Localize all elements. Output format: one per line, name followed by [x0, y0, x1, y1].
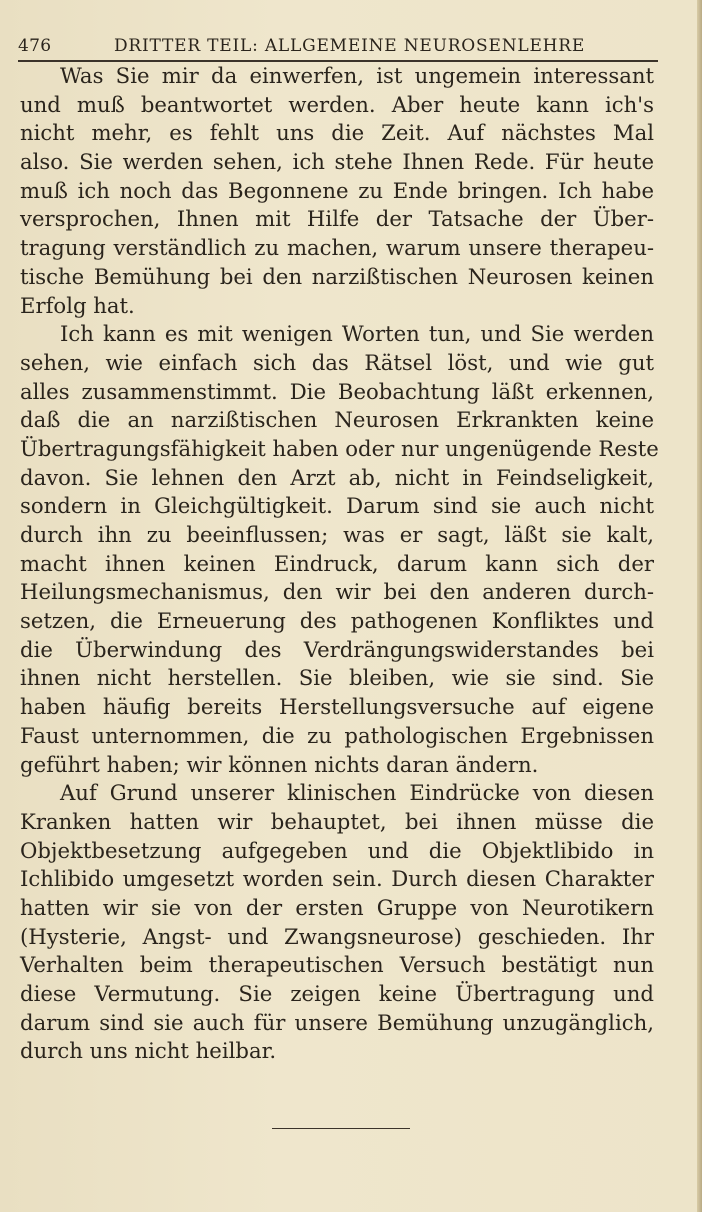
text-line: Verhalten beim therapeutischen Versuch bestätigt nun — [20, 952, 654, 978]
page-edge — [697, 0, 702, 1212]
text-line: Ichlibido umgesetzt worden sein. Durch diesen Charakter — [20, 866, 654, 892]
paragraph — [20, 320, 659, 779]
page-body — [20, 62, 659, 1066]
running-header — [18, 30, 658, 62]
text-line: macht ihnen keinen Eindruck, darum kann sich der — [20, 550, 654, 576]
text-line: haben häufig bereits Herstellungsversuche auf eigene — [20, 694, 654, 720]
text-line: Auf Grund unserer klinischen Eindrücke von diesen — [60, 780, 654, 806]
section-end-rule — [272, 1128, 410, 1129]
text-line: versprochen, Ihnen mit Hilfe der Tatsache der Über- — [20, 206, 654, 232]
text-line: Was Sie mir da einwerfen, ist ungemein interessant — [60, 63, 654, 88]
text-line: sehen, wie einfach sich das Rätsel löst, und wie gut — [20, 349, 654, 375]
text-line: diese Vermutung. Sie zeigen keine Übertragung und — [20, 981, 654, 1006]
text-line: durch ihn zu beeinflussen; was er sagt, läßt sie kalt, — [20, 522, 654, 547]
running-title: DRITTER TEIL: ALLGEMEINE NEUROSENLEHRE — [114, 36, 586, 56]
text-line: sondern in Gleichgültigkeit. Darum sind sie auch nicht — [20, 493, 654, 519]
text-line: Kranken hatten wir behauptet, bei ihnen müsse die — [20, 808, 654, 834]
text-line: setzen, die Erneuerung des pathogenen Konfliktes und — [20, 608, 654, 634]
text-line: davon. Sie lehnen den Arzt ab, nicht in Feindseligkeit, — [20, 464, 654, 490]
text-line: die Überwindung des Verdrängungswiderstandes bei — [20, 636, 654, 662]
text-line: alles zusammenstimmt. Die Beobachtung läßt erkennen, — [20, 378, 654, 404]
text-line: Faust unternommen, die zu pathologischen Ergebnissen — [20, 722, 654, 748]
paragraph — [20, 779, 654, 1066]
text-line: Übertragungsfähigkeit haben oder nur ungenügende Reste — [20, 435, 659, 461]
text-line: tische Bemühung bei den narzißtischen Neurosen keinen — [20, 263, 654, 289]
text-line: tragung verständlich zu machen, warum unsere therapeu- — [20, 235, 654, 261]
text-line: Objektbesetzung aufgegeben und die Objektlibido in — [20, 837, 654, 863]
text-line: Ich kann es mit wenigen Worten tun, und Sie werden — [60, 321, 654, 347]
text-line: durch uns nicht heilbar. — [20, 1038, 277, 1064]
text-line: Heilungsmechanismus, den wir bei den anderen durch- — [20, 579, 654, 605]
text-line: geführt haben; wir können nichts daran ändern. — [20, 751, 539, 777]
text-line: daß die an narzißtischen Neurosen Erkrankten keine — [20, 407, 654, 433]
text-line: und muß beantwortet werden. Aber heute kann ich's — [20, 91, 654, 117]
text-line: hatten wir sie von der ersten Gruppe von Neurotikern — [20, 894, 654, 920]
text-line: muß ich noch das Begonnene zu Ende bringen. Ich habe — [20, 177, 654, 203]
paragraph — [20, 62, 654, 320]
text-line: also. Sie werden sehen, ich stehe Ihnen Rede. Für heute — [20, 149, 654, 175]
text-line: Erfolg hat. — [20, 292, 135, 318]
text-line: darum sind sie auch für unsere Bemühung unzugänglich, — [20, 1009, 654, 1035]
text-line: ihnen nicht herstellen. Sie bleiben, wie sie sind. Sie — [20, 665, 654, 691]
text-line: nicht mehr, es fehlt uns die Zeit. Auf nächstes Mal — [20, 120, 654, 146]
page-number: 476 — [18, 36, 52, 56]
text-line: (Hysterie, Angst- und Zwangsneurose) geschieden. Ihr — [20, 923, 654, 949]
